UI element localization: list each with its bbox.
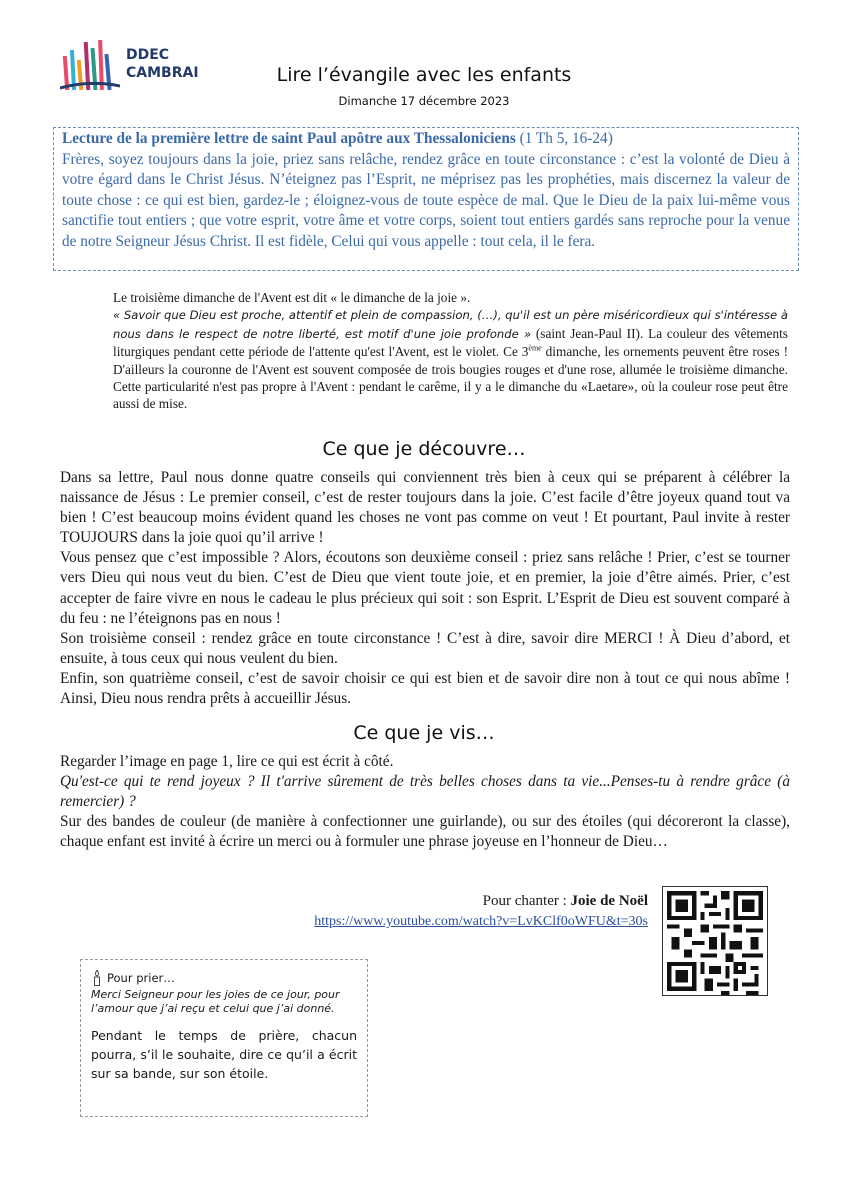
discover-paragraph: Vous pensez que c’est impossible ? Alors, écoutons son deuxième conseil : priez sans relâche ! Prier, c’est se tourner vers Dieu qui nous veut du bien. C’est de Dieu que vient toute joie, et en premier, la joie d’être aimés. Prier, c’est accepter de faire vivre en nous le cadeau le plus précieux qui soit : son Esprit. L’Esprit de Dieu est souvent comparé à du feu : ne l’éteignons pas en nous ! (60, 549, 790, 627)
logo-line-1: DDEC (126, 47, 170, 63)
live-line-1: Regarder l’image en page 1, lire ce qui est écrit à côté. (60, 753, 394, 770)
live-section (60, 752, 790, 852)
page-title: Lire l’évangile avec les enfants (276, 64, 572, 86)
qr-code[interactable] (662, 886, 768, 996)
song-name: Joie de Noël (570, 893, 648, 909)
intro-rest: dimanche, les ornements peuvent être roses ! D'ailleurs la couronne de l'Avent est souvent composée de trois bougies rouges et d'une rose, allumée le troisième dimanche. Cette particularité n'est pas propre à l'Avent : pendant le carême, il y a le dimanche du «Laetare», où la couleur rose peut être aussi de mise. (113, 344, 789, 412)
discover-paragraph: Dans sa lettre, Paul nous donne quatre conseils qui conviennent très bien à ceux qui se préparent à célébrer la naissance de Jésus : Le premier conseil, c’est de rester toujours dans la joie. C’est facile d’être joyeux quand tout va bien ! C’est beaucoup moins évident quand les choses ne vont pas comme on veut ! Et pourtant, Paul invite à rester TOUJOURS dans la joie quoi qu’il arrive ! (60, 469, 790, 547)
discover-paragraph: Enfin, son quatrième conseil, c’est de savoir choisir ce qui est bien et de savoir dire non à tout ce qui nous abîme ! Ainsi, Dieu nous rendra prêts à accueillir Jésus. (60, 669, 790, 708)
discover-heading: Ce que je découvre… (322, 438, 526, 460)
qr-code-icon (663, 887, 767, 995)
prayer-heading: Pour prier… (107, 971, 175, 985)
prayer-italic-text: Merci Seigneur pour les joies de ce jour, pour l’amour que j’ai reçu et celui que j’ai donné. (91, 988, 340, 1015)
logo-line-2: CAMBRAI (126, 65, 199, 81)
intro-paragraph (113, 289, 788, 413)
live-activity: Sur des bandes de couleur (de manière à confectionner une guirlande), ou sur des étoiles (qui décoreront la classe), chaque enfant est invité à écrire un merci ou à formuler une phrase joyeuse en l’honneur de Dieu… (60, 813, 790, 851)
reading-text: Frères, soyez toujours dans la joie, priez sans relâche, rendez grâce en toute circonstance : c’est la volonté de Dieu à votre égard dans le Christ Jésus. N’éteignez pas l’Esprit, ne méprisez pas les prophéties, mais discernez la valeur de toute chose : ce qui est bien, gardez-le ; éloignez-vous de toute espèce de mal. Que le Dieu de la paix lui-même vous sanctifie tout entiers ; que votre esprit, votre âme et votre corps, soient tout entiers gardés sans reproche pour la venue de notre Seigneur Jésus Christ. Il est fidèle, Celui qui vous appelle : tout cela, il le fera. (62, 150, 790, 250)
reading-box (53, 127, 799, 271)
discover-paragraph: Son troisième conseil : rendez grâce en toute circonstance ! C’est à dire, savoir dire MERCI ! À Dieu d’abord, et ensuite, à tous ceux qui nous veulent du bien. (60, 629, 790, 667)
song-block (314, 891, 648, 932)
reading-title: Lecture de la première lettre de saint Paul apôtre aux Thessaloniciens (62, 130, 516, 147)
live-heading: Ce que je vis… (353, 722, 495, 744)
intro-superscript: ème (528, 343, 542, 353)
intro-line-1: Le troisième dimanche de l'Avent est dit « le dimanche de la joie ». (113, 290, 471, 305)
intro-attribution: (saint Jean-Paul II). La couleur des vêtements liturgiques pendant cette période de l'attente qu'est l'Avent, est le violet. Ce 3 (113, 325, 788, 360)
song-link[interactable]: https://www.youtube.com/watch?v=LvKClf0oWFU&t=30s (314, 914, 648, 929)
reading-reference: (1 Th 5, 16-24) (515, 130, 613, 147)
intro-quote: « Savoir que Dieu est proche, attentif et plein de compassion, (…), qu'il est un père miséricordieux qui s'intéresse à nous dans le respect de notre liberté, est motif d'une joie profonde » (113, 308, 788, 341)
prayer-box (80, 959, 368, 1117)
candle-icon (91, 970, 103, 986)
live-question: Qu'est-ce qui te rend joyeux ? Il t'arrive sûrement de très belles choses dans ta vie...Penses-tu à rendre grâce (à remercier) ? (60, 773, 790, 811)
discover-section (60, 468, 790, 709)
prayer-body-text: Pendant le temps de prière, chacun pourra, s’il le souhaite, dire ce qu’il a écrit sur sa bande, sur son étoile. (91, 1028, 357, 1081)
song-label: Pour chanter : (482, 893, 571, 909)
page-date: Dimanche 17 décembre 2023 (338, 94, 510, 108)
